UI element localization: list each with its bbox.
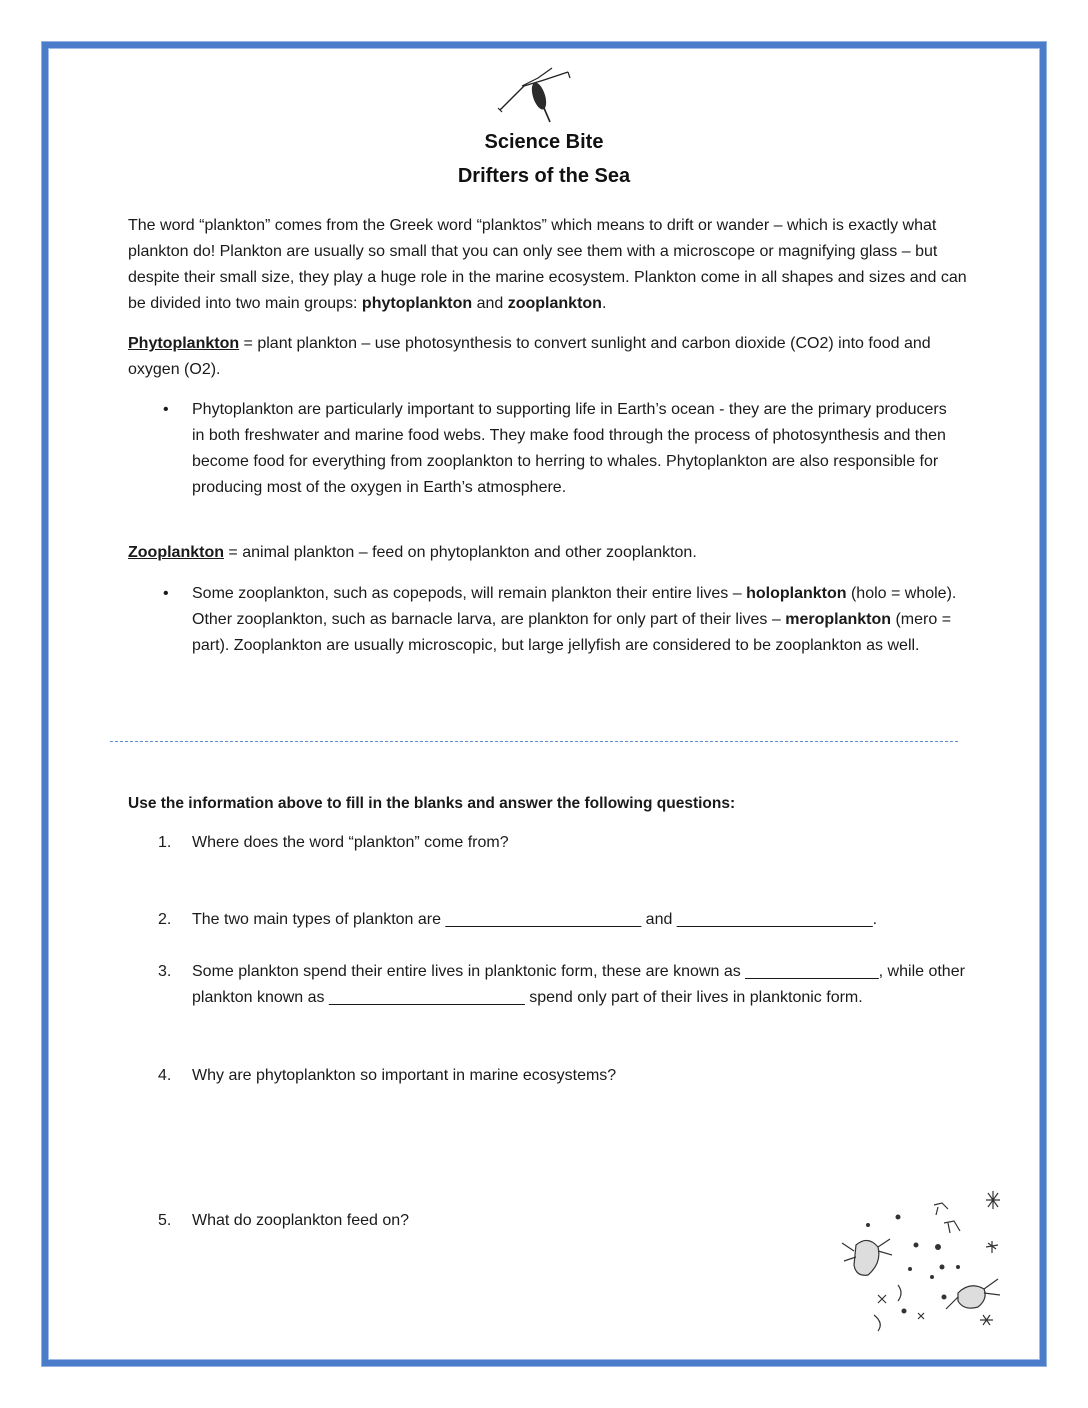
- question-4: 4. Why are phytoplankton so important in marine ecosystems?: [158, 1067, 617, 1084]
- phytoplankton-definition: Phytoplankton = plant plankton – use photosynthesis to convert sunlight and carbon dioxide (CO2) into food and oxygen (O2).: [128, 335, 931, 378]
- phytoplankton-bullet: • Phytoplankton are particularly important to supporting life in Earth’s ocean - they are the primary producers in both freshwater and marine food webs. They make food through the process of photosynthesis and then become food for everything from zooplankton to herring to whales. Phytoplankton are also responsible for producing most of the oxygen in Earth’s atmosphere.: [163, 397, 963, 501]
- bullet-icon: •: [163, 401, 169, 418]
- plankton-cluster-icon: [838, 1185, 1018, 1335]
- intro-paragraph: The word “plankton” comes from the Greek word “planktos” which means to drift or wander – which is exactly what plankton do! Plankton are usually so small that you can only see them with a microscope or magnifying glass – but despite their small size, they play a huge role in the marine ecosystem. Plankton come in all shapes and sizes and can be divided into two main groups: phytoplankton and zooplankton.: [128, 217, 967, 312]
- question-1: 1. Where does the word “plankton” come from?: [158, 834, 509, 851]
- questions-heading: Use the information above to fill in the blanks and answer the following questions:: [128, 795, 736, 812]
- page-subtitle: Drifters of the Sea: [457, 165, 631, 187]
- question-5: 5. What do zooplankton feed on?: [158, 1212, 410, 1229]
- copepod-icon: [494, 64, 576, 124]
- page-title: Science Bite: [484, 131, 604, 153]
- question-3: 3. Some plankton spend their entire lives in planktonic form, these are known as _______________, while other plankton known as ______________________ spend only part of their lives in planktonic form.: [158, 963, 965, 1006]
- bullet-icon: •: [163, 585, 169, 602]
- zooplankton-bullet: • Some zooplankton, such as copepods, will remain plankton their entire lives – holoplankton (holo = whole). Other zooplankton, such as barnacle larva, are plankton for only part of their lives – meroplankton (mero = part). Zooplankton are usually microscopic, but large jellyfish are considered to be zooplankton as well.: [163, 581, 963, 659]
- phytoplankton-term: Phytoplankton: [128, 335, 240, 352]
- section-divider: [110, 741, 958, 742]
- zooplankton-definition: Zooplankton = animal plankton – feed on phytoplankton and other zooplankton.: [128, 544, 697, 561]
- question-2: 2. The two main types of plankton are ______________________ and ______________________.: [158, 911, 878, 928]
- zooplankton-term: Zooplankton: [128, 544, 224, 561]
